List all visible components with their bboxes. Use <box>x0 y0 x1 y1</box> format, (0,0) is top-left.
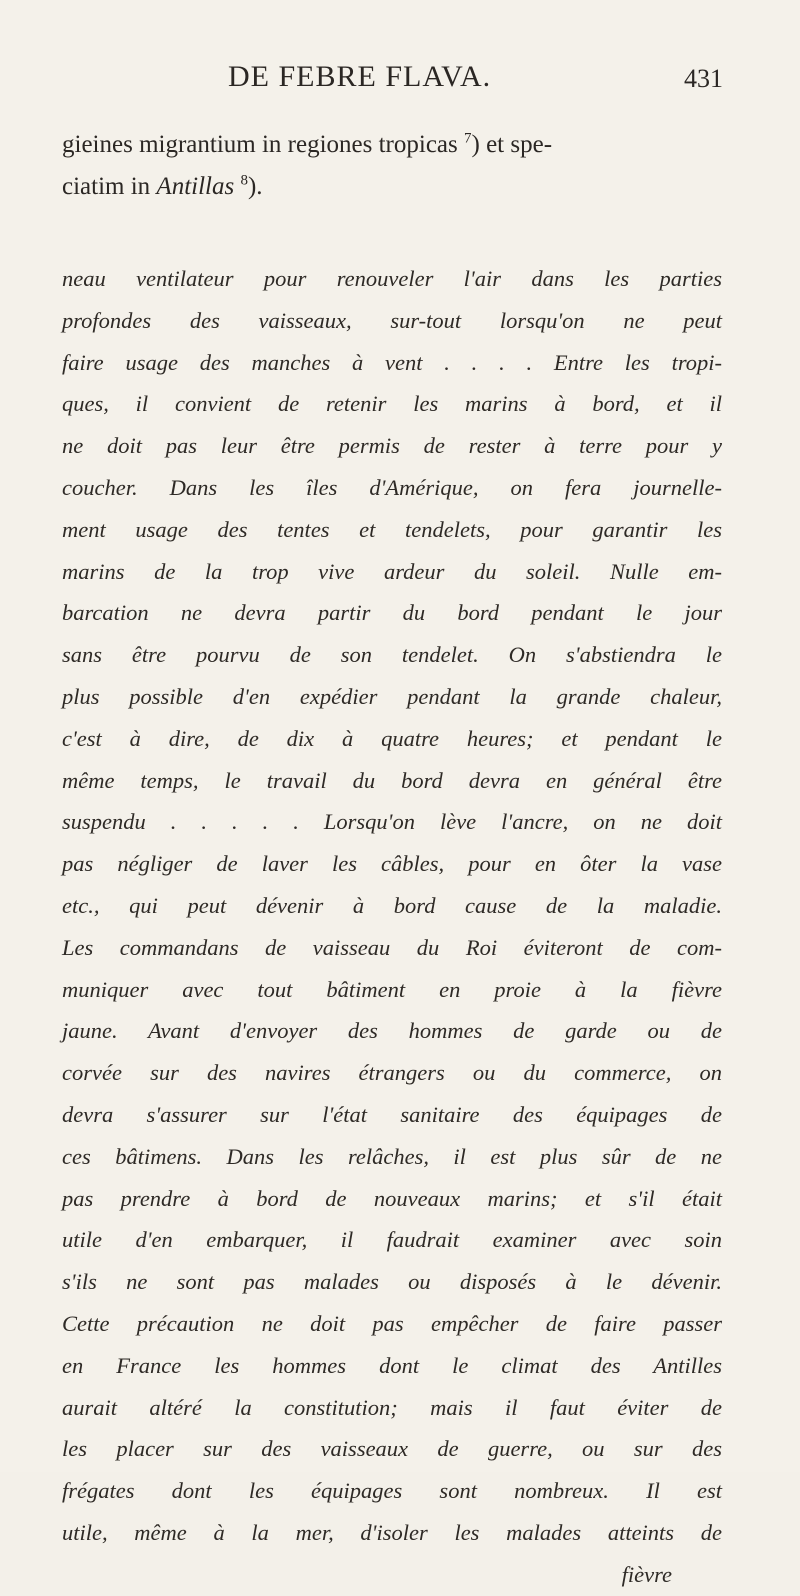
quote-line: Cette précaution ne doit pas empêcher de faire passer <box>62 1310 722 1336</box>
intro-paragraph <box>62 124 722 208</box>
quote-line: coucher. Dans les îles d'Amérique, on fera journelle- <box>62 474 722 500</box>
intro-line-1-tail: ) et spe- <box>471 131 553 158</box>
quote-line: muniquer avec tout bâtiment en proie à la fièvre <box>62 976 722 1002</box>
quote-line: même temps, le travail du bord devra en général être <box>62 767 722 793</box>
intro-line-2 <box>62 166 722 208</box>
quote-line: neau ventilateur pour renouveler l'air dans les parties <box>62 266 722 291</box>
intro-line-2-tail: ). <box>247 173 263 200</box>
quote-line: etc., qui peut dévenir à bord cause de la maladie. <box>62 892 722 918</box>
quote-line: utile, même à la mer, d'isoler les malades atteints de <box>62 1519 722 1545</box>
running-head <box>0 60 800 100</box>
running-title: DE FEBRE FLAVA. <box>228 60 492 93</box>
quote-line: pas prendre à bord de nouveaux marins; et s'il était <box>62 1185 722 1211</box>
quote-line: corvée sur des navires étrangers ou du commerce, on <box>62 1060 722 1086</box>
page-number: 431 <box>684 64 723 93</box>
quote-line: aurait altéré la constitution; mais il faut éviter de <box>62 1394 722 1420</box>
footnote-ref-8: 8 <box>240 172 248 189</box>
footnote-ref-7: 7 <box>464 130 472 147</box>
quote-line: en France les hommes dont le climat des Antilles <box>62 1352 722 1378</box>
quote-line: pas négliger de laver les câbles, pour en ôter la vase <box>62 851 722 877</box>
quote-line: les placer sur des vaisseaux de guerre, ou sur des <box>62 1436 722 1462</box>
intro-line-1 <box>62 124 722 166</box>
quote-line: devra s'assurer sur l'état sanitaire des équipages de <box>62 1101 722 1127</box>
quote-line: c'est à dire, de dix à quatre heures; et pendant le <box>62 725 722 751</box>
quote-line: ques, il convient de retenir les marins à bord, et il <box>62 391 722 417</box>
quote-line: profondes des vaisseaux, sur-tout lorsqu'on ne peut <box>62 307 722 333</box>
french-quotation <box>62 258 722 1596</box>
antillas-italic: Antillas <box>156 173 235 200</box>
quote-line: barcation ne devra partir du bord pendant le jour <box>62 600 722 626</box>
quote-line: plus possible d'en expédier pendant la grande chaleur, <box>62 683 722 709</box>
quote-line: suspendu . . . . . Lorsqu'on lève l'ancre, on ne doit <box>62 809 722 835</box>
quote-line: ne doit pas leur être permis de rester à terre pour y <box>62 433 722 459</box>
quote-line: marins de la trop vive ardeur du soleil. Nulle em- <box>62 558 722 584</box>
quote-line: sans être pourvu de son tendelet. On s'abstiendra le <box>62 642 722 668</box>
quote-line: jaune. Avant d'envoyer des hommes de garde ou de <box>62 1018 722 1044</box>
catchword: fièvre <box>621 1561 672 1587</box>
quote-line: utile d'en embarquer, il faudrait examiner avec soin <box>62 1227 722 1253</box>
intro-line-1-text: gieines migrantium in regiones tropicas <box>62 131 464 158</box>
intro-line-2-text: ciatim in <box>62 173 157 200</box>
quote-line: Les commandans de vaisseau du Roi éviteront de com- <box>62 934 722 960</box>
quote-line: faire usage des manches à vent . . . . Entre les tropi- <box>62 349 722 375</box>
quote-line: ment usage des tentes et tendelets, pour garantir les <box>62 516 722 542</box>
quote-line: s'ils ne sont pas malades ou disposés à le dévenir. <box>62 1269 722 1295</box>
quote-line: ces bâtimens. Dans les relâches, il est plus sûr de ne <box>62 1143 722 1169</box>
quote-line: frégates dont les équipages sont nombreux. Il est <box>62 1478 722 1504</box>
